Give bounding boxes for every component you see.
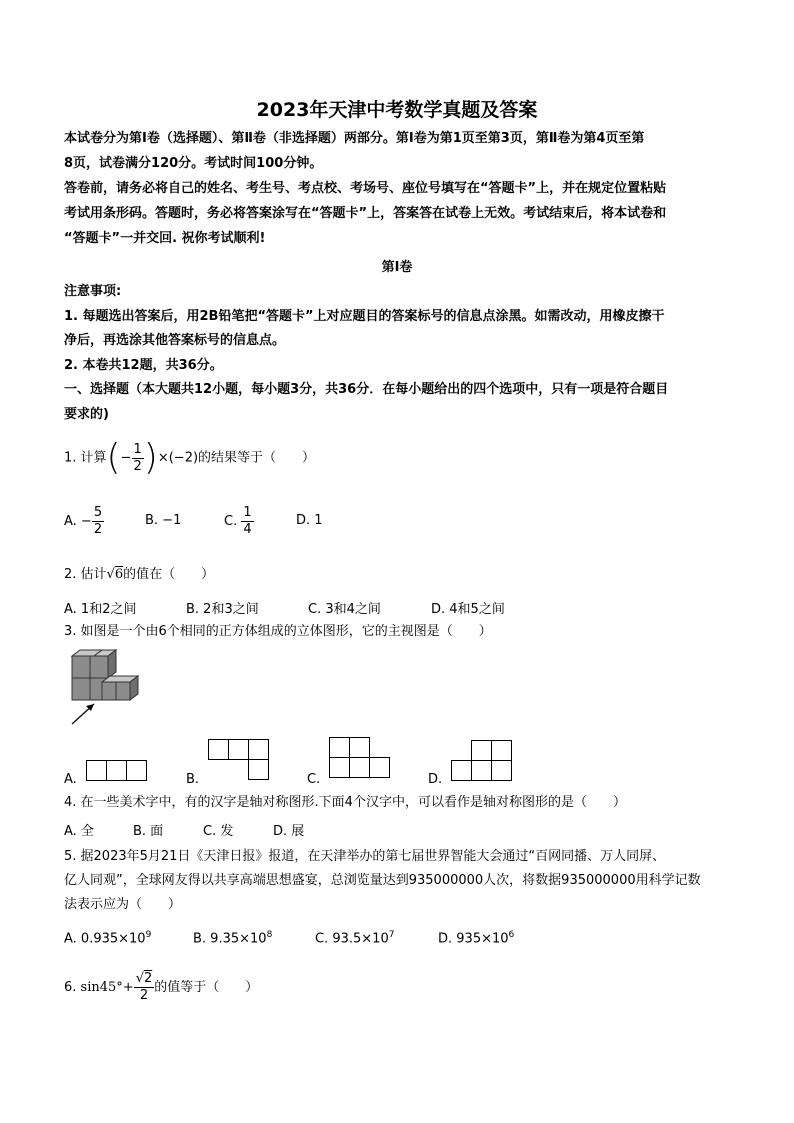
part1-line-2: 要求的) <box>64 407 109 422</box>
note-2: 2. 本卷共12题，共36分。 <box>64 358 223 373</box>
q1-option-d: D. 1 <box>296 513 323 528</box>
part1-line-1: 一、选择题（本大题共12小题，每小题3分，共36分．在每小题给出的四个选项中，只有一项是符合题目 <box>64 382 669 397</box>
q1-option-a: A. − $\frac{5}{2}$ <box>64 505 103 537</box>
question-3: 3. 如图是一个由6个相同的正方体组成的立体图形，它的主视图是（ ） <box>64 624 492 639</box>
q6-fraction: $\frac{√2}{2}$ <box>135 971 153 1003</box>
q3-option-b-figure <box>208 739 271 781</box>
q1-arg: (−2) <box>168 450 199 466</box>
note-1b: 净后，再选涂其他答案标号的信息点。 <box>64 333 286 348</box>
q3-option-c-figure <box>329 737 392 779</box>
q4-option-b: B. 面 <box>133 824 164 839</box>
q1-times: × <box>157 450 169 466</box>
notes-heading: 注意事项: <box>64 284 122 299</box>
q2-radical: √6 <box>106 567 124 582</box>
question-4: 4. 在一些美术字中，有的汉字是轴对称图形.下面4个汉字中，可以看作是轴对称图形的是（ ） <box>64 795 626 810</box>
intro-line-4: 考试用条形码。答题时，务必将答案涂写在“答题卡”上，答案答在试卷上无效。考试结束后，将本试卷和 <box>64 206 667 221</box>
q4-option-a: A. 全 <box>64 824 94 839</box>
q5-option-c: C. $93.5\times 10^7$ <box>315 930 395 947</box>
question-2: 2. 估计√6的值在（ ） <box>64 567 215 582</box>
q5-option-b: B. $9.35\times 10^8$ <box>193 930 273 947</box>
q1-suffix: 的结果等于（ ） <box>198 450 316 466</box>
q1-minus: − <box>120 450 132 466</box>
q1-fraction: $\frac{1}{2}$ <box>133 441 142 474</box>
cube-figure <box>62 648 144 728</box>
q3-option-a-figure <box>86 760 149 781</box>
q5-option-d: D. $935\times 10^6$ <box>438 930 515 947</box>
intro-line-3: 答卷前，请务必将自己的姓名、考生号、考点校、考场号、座位号填写在“答题卡”上，并在规定位置粘贴 <box>64 181 667 196</box>
q4-option-c: C. 发 <box>203 824 234 839</box>
q5-option-a: A. $0.935\times 10^9$ <box>64 930 152 947</box>
intro-line-5: “答题卡”一并交回. 祝你考试顺利! <box>64 231 266 246</box>
intro-line-2: 8页，试卷满分120分。考试时间100分钟。 <box>64 156 323 171</box>
question-5-line-3: 法表示应为（ ） <box>64 897 182 912</box>
q3-option-c: C. <box>307 772 321 787</box>
q3-option-d-figure <box>451 740 514 782</box>
section-title: 第Ⅰ卷 <box>381 260 413 275</box>
q2-option-d: D. 4和5之间 <box>431 602 505 617</box>
q1-prefix: 1. 计算 <box>64 450 107 466</box>
question-1: 1. 计算(− $\frac{1}{2}$ )×(−2)的结果等于（ ） <box>64 437 316 478</box>
note-1a: 1. 每题选出答案后，用2B铅笔把“答题卡”上对应题目的答案标号的信息点涂黑。如需改动，用橡皮擦干 <box>64 309 665 324</box>
q2-option-c: C. 3和4之间 <box>308 602 381 617</box>
q1-option-b: B. −1 <box>145 513 182 528</box>
q3-option-b: B. <box>186 772 200 787</box>
q3-option-a: A. <box>64 772 77 787</box>
question-5-line-2: 亿人同观”，全球网友得以共享高端思想盛宴，总浏览量达到935000000人次，将数据935000000用科学记数 <box>64 873 701 888</box>
question-5-line-1: 5. 据2023年5月21日《天津日报》报道，在天津举办的第七届世界智能大会通过“百网同播、万人同屏、 <box>64 849 666 864</box>
q1-option-c: C. $\frac{1}{4}$ <box>224 505 252 537</box>
intro-line-1: 本试卷分为第Ⅰ卷（选择题）、第Ⅱ卷（非选择题）两部分。第Ⅰ卷为第1页至第3页，第Ⅱ卷为第4页至第 <box>64 131 645 146</box>
q4-option-d: D. 展 <box>273 824 305 839</box>
q2-option-a: A. 1和2之间 <box>64 602 137 617</box>
page-title: 2023年天津中考数学真题及答案 <box>256 99 538 121</box>
question-6: 6. sin45°+ $\frac{√2}{2}$ 的值等于（ ） <box>64 971 259 1003</box>
q3-option-d: D. <box>428 772 443 787</box>
q2-option-b: B. 2和3之间 <box>186 602 259 617</box>
